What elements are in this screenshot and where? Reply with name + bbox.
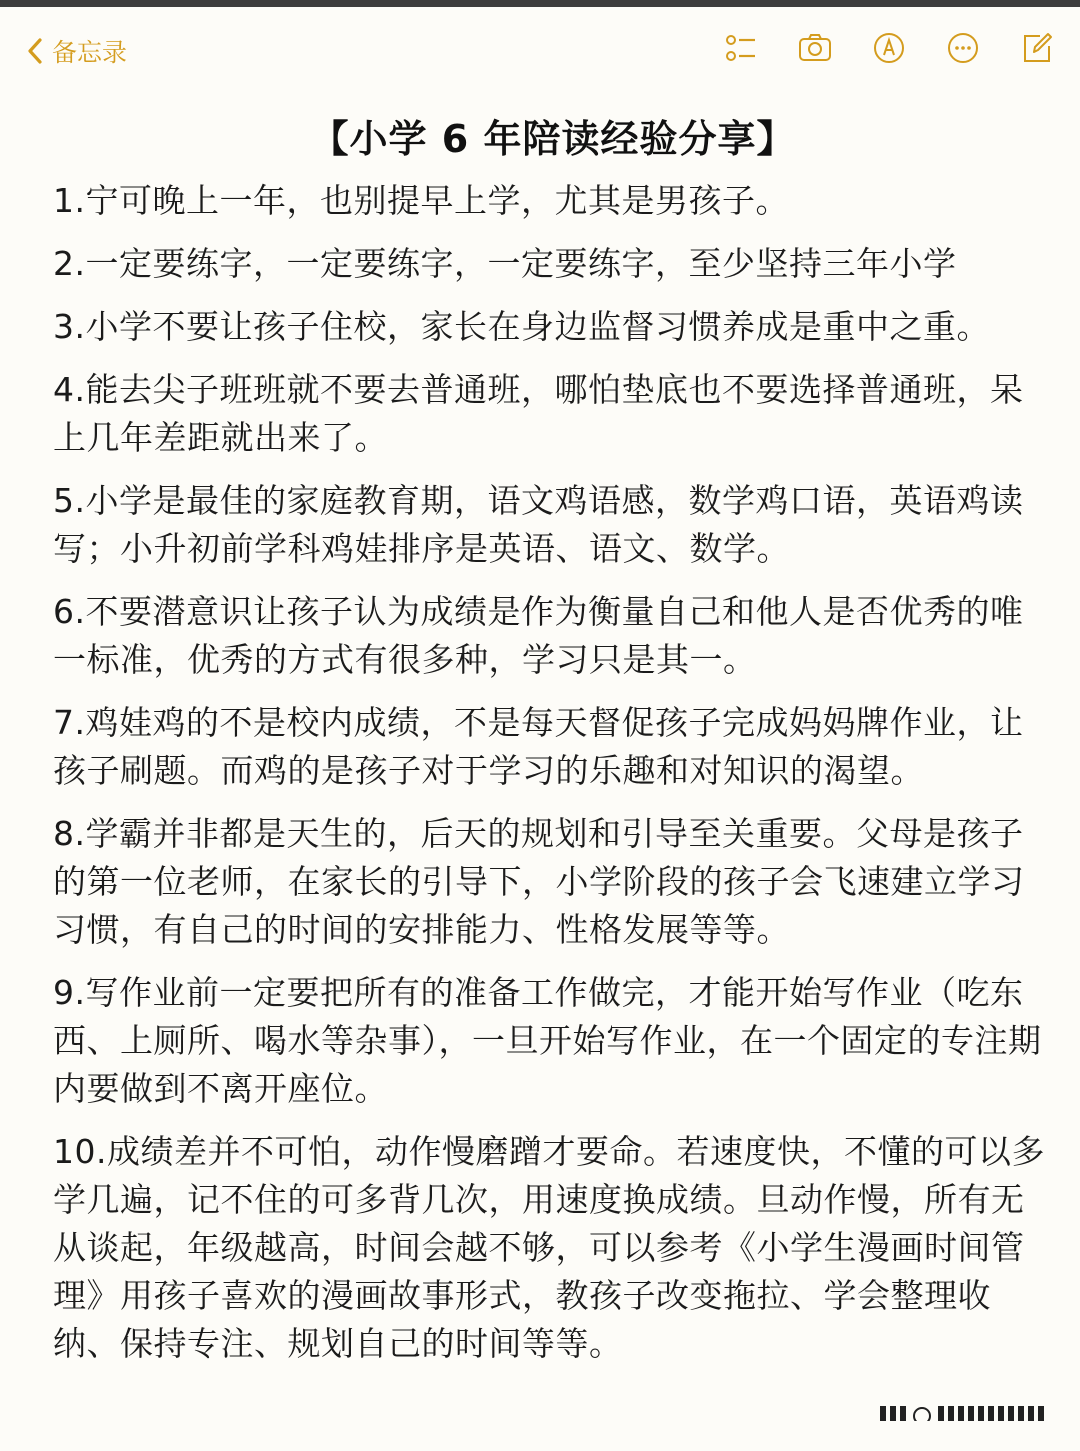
toolbar [684, 31, 1054, 65]
list-item: 3.小学不要让孩子住校，家长在身边监督习惯养成是重中之重。 [53, 307, 990, 346]
list-item: 2.一定要练字，一定要练字，一定要练字，至少坚持三年小学 [53, 244, 957, 283]
navigation-bar [0, 7, 1080, 87]
list-item: 10.成绩差并不可怕，动作慢磨蹭才要命。若速度快，不懂的可以多学几遍，记不住的可多背几次，用速度换成绩。旦动作慢，所有无从谈起，年级越高，时间会越不够，可以参考《小学生漫画时间管理》用孩子喜欢的漫画故事形式，教孩子改变拖拉、学会整理收纳、保持专注、规划自己的时间等等。 [53, 1132, 1045, 1363]
note-title: 【小学 6 年陪读经验分享】 [310, 117, 796, 161]
chevron-left-icon [26, 37, 44, 65]
list-item: 7.鸡娃鸡的不是校内成绩，不是每天督促孩子完成妈妈牌作业，让孩子刷题。而鸡的是孩子对于学习的乐趣和对知识的渴望。 [53, 703, 1024, 790]
checklist-icon[interactable] [724, 31, 758, 65]
compose-icon[interactable] [1020, 31, 1054, 65]
list-item: 6.不要潜意识让孩子认为成绩是作为衡量自己和他人是否优秀的唯一标准，优秀的方式有很多种，学习只是其一。 [53, 592, 1024, 679]
status-strip [0, 0, 1080, 7]
list-item: 8.学霸并非都是天生的，后天的规划和引导至关重要。父母是孩子的第一位老师，在家长的引导下，小学阶段的孩子会飞速建立学习习惯，有自己的时间的安排能力、性格发展等等。 [53, 814, 1025, 949]
list-item: 9.写作业前一定要把所有的准备工作做完，才能开始写作业（吃东西、上厕所、喝水等杂事），一旦开始写作业，在一个固定的专注期内要做到不离开座位。 [53, 973, 1042, 1108]
pen-markup-icon[interactable] [872, 31, 906, 65]
list-item: 1.宁可晚上一年，也别提早上学，尤其是男孩子。 [53, 181, 789, 220]
bottom-margin [0, 1421, 1080, 1451]
more-icon[interactable] [946, 31, 980, 65]
list-item: 5.小学是最佳的家庭教育期，语文鸡语感，数学鸡口语，英语鸡读写；小升初前学科鸡娃排序是英语、语文、数学。 [53, 481, 1024, 568]
back-label: 备忘录 [52, 38, 128, 67]
note-body[interactable] [53, 108, 1053, 1383]
back-button[interactable] [26, 33, 127, 69]
camera-icon[interactable] [798, 31, 832, 65]
list-item: 4.能去尖子班班就不要去普通班，哪怕垫底也不要选择普通班，呆上几年差距就出来了。 [53, 370, 1024, 457]
